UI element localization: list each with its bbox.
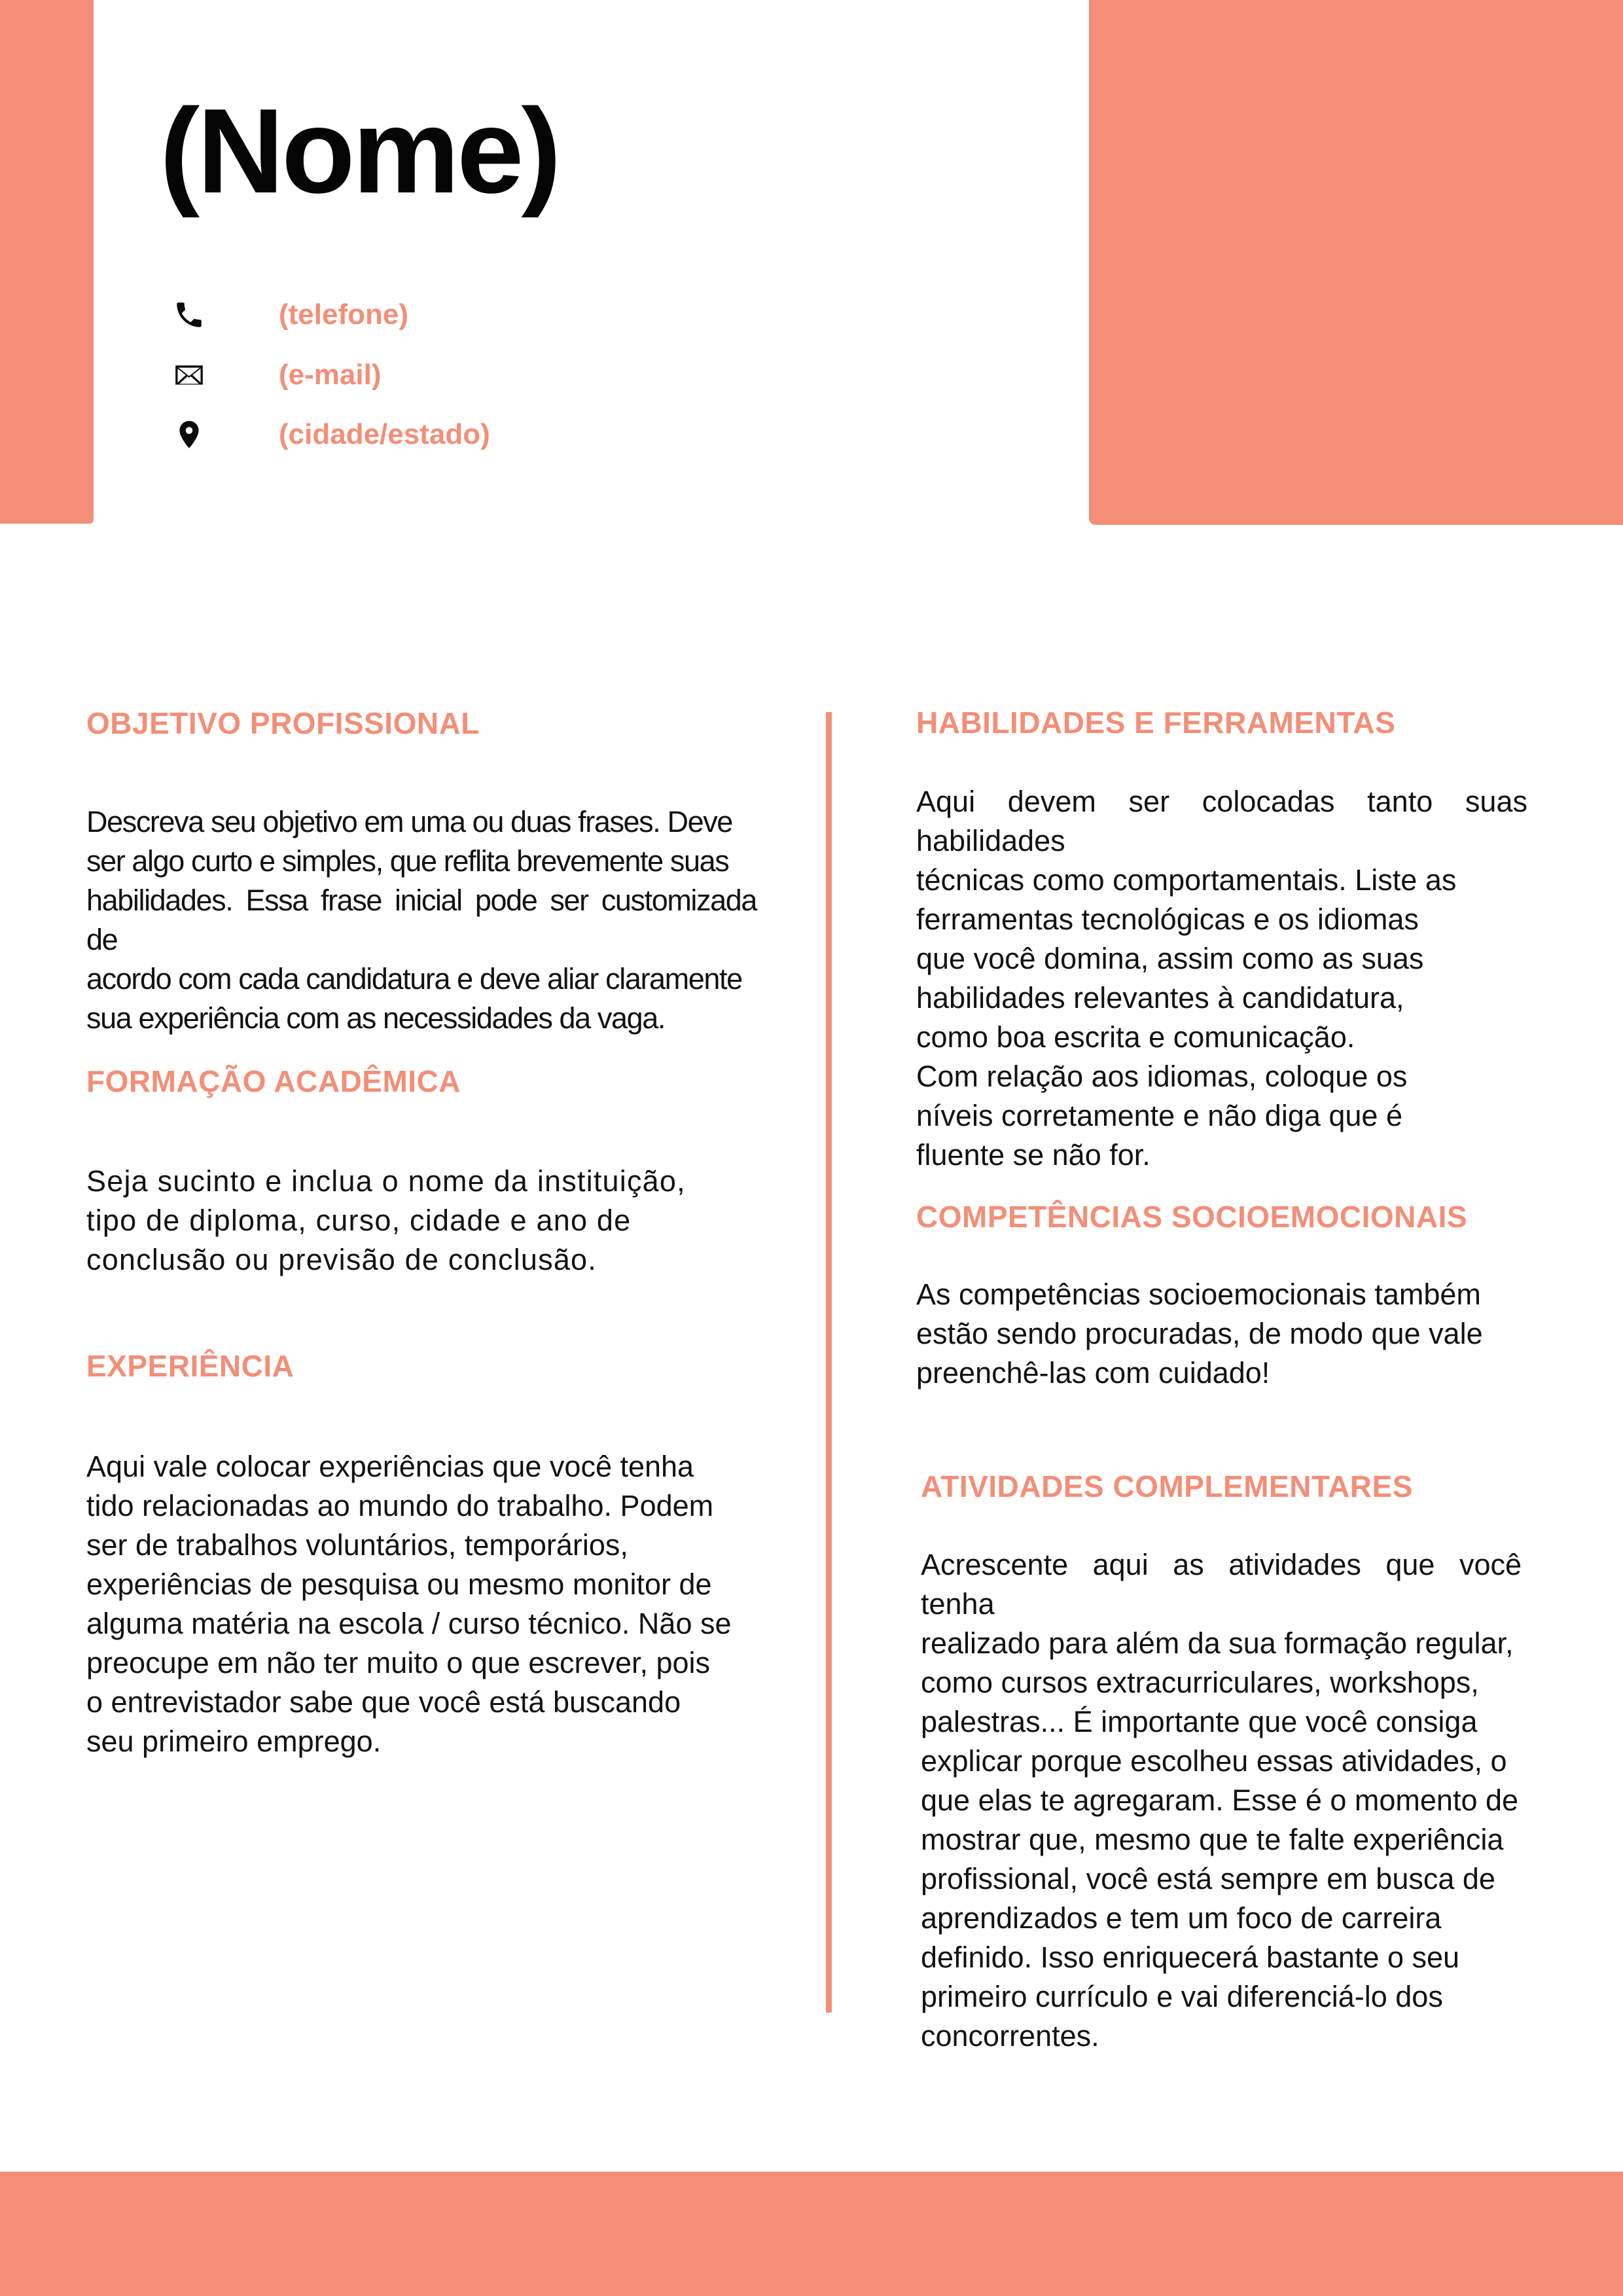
section-text-experiencia [86, 1447, 738, 1761]
text-line: mostrar que, mesmo que te falte experiência [921, 1823, 1504, 1856]
text-line: aprendizados e tem um foco de carreira [921, 1901, 1442, 1935]
map-pin-icon [171, 417, 207, 452]
text-line: Com relação aos idiomas, coloque os [916, 1060, 1408, 1093]
text-line: acordo com cada candidatura e deve aliar claramente [86, 962, 742, 996]
city-text: (cidade/estado) [279, 418, 490, 450]
candidate-name: (Nome) [160, 83, 559, 218]
text-line: primeiro currículo e vai diferenciá-lo dos [921, 1980, 1443, 2013]
text-line: palestras... É importante que você consiga [921, 1705, 1478, 1738]
text-line: conclusão ou previsão de conclusão. [86, 1243, 597, 1276]
section-title-objetivo: OBJETIVO PROFISSIONAL [86, 706, 480, 740]
section-text-habilidades [916, 782, 1527, 1175]
text-line: que você domina, assim como as suas [916, 942, 1424, 975]
text-line: Aqui vale colocar experiências que você tenha [86, 1450, 694, 1483]
section-title-experiencia: EXPERIÊNCIA [86, 1349, 294, 1383]
section-text-formacao [86, 1162, 757, 1280]
text-line: habilidades relevantes à candidatura, [916, 981, 1404, 1014]
text-line: ser algo curto e simples, que reflita brevemente suas [86, 844, 729, 878]
contact-city [171, 415, 490, 454]
text-line: preocupe em não ter muito o que escrever, pois [86, 1646, 711, 1679]
text-line: concorrentes. [921, 2019, 1099, 2053]
text-line: fluente se não for. [916, 1138, 1150, 1172]
photo-placeholder [1089, 0, 1623, 525]
phone-icon [171, 297, 207, 332]
text-line: explicar porque escolheu essas atividades, o [921, 1744, 1507, 1778]
text-line: alguma matéria na escola / curso técnico. Não se [86, 1607, 732, 1640]
section-title-atividades: ATIVIDADES COMPLEMENTARES [921, 1469, 1413, 1503]
email-text: (e-mail) [279, 359, 382, 391]
text-line: seu primeiro emprego. [86, 1725, 382, 1758]
text-line: Aqui devem ser colocadas tanto suas habilidades [916, 785, 1527, 857]
text-line: definido. Isso enriquecerá bastante o seu [921, 1941, 1460, 1974]
text-line: ferramentas tecnológicas e os idiomas [916, 903, 1419, 936]
text-line: realizado para além da sua formação regular, [921, 1626, 1514, 1660]
text-line: preenchê-las com cuidado! [916, 1356, 1270, 1390]
section-title-habilidades: HABILIDADES E FERRAMENTAS [916, 706, 1396, 740]
left-accent-bar [0, 0, 94, 524]
text-line: experiências de pesquisa ou mesmo monitor de [86, 1568, 712, 1601]
text-line: como boa escrita e comunicação. [916, 1020, 1355, 1054]
text-line: habilidades. Essa frase inicial pode ser customizada de [86, 884, 757, 956]
text-line: As competências socioemocionais também [916, 1278, 1481, 1311]
text-line: como cursos extracurriculares, workshops, [921, 1666, 1479, 1699]
section-title-formacao: FORMAÇÃO ACADÊMICA [86, 1064, 461, 1098]
text-line: Acrescente aqui as atividades que você tenha [921, 1548, 1522, 1621]
text-line: estão sendo procuradas, de modo que vale [916, 1317, 1483, 1350]
text-line: níveis corretamente e não diga que é [916, 1099, 1402, 1132]
phone-text: (telefone) [279, 298, 408, 331]
text-line: o entrevistador sabe que você está buscando [86, 1685, 681, 1719]
section-title-competencias: COMPETÊNCIAS SOCIOEMOCIONAIS [916, 1200, 1468, 1234]
envelope-icon [171, 357, 207, 393]
section-text-objetivo [86, 802, 757, 1038]
column-divider [826, 712, 832, 2013]
text-line: sua experiência com as necessidades da vaga. [86, 1001, 665, 1035]
text-line: que elas te agregaram. Esse é o momento de [921, 1784, 1519, 1817]
contact-email [171, 355, 381, 395]
text-line: técnicas como comportamentais. Liste as [916, 863, 1457, 897]
contact-phone [171, 295, 408, 334]
text-line: tido relacionadas ao mundo do trabalho. Podem [86, 1489, 714, 1522]
section-text-competencias [916, 1275, 1527, 1393]
text-line: Seja sucinto e inclua o nome da instituição, [86, 1164, 686, 1198]
text-line: profissional, você está sempre em busca de [921, 1862, 1495, 1895]
text-line: tipo de diploma, curso, cidade e ano de [86, 1204, 632, 1237]
footer-band [0, 2172, 1623, 2296]
section-text-atividades [921, 1545, 1522, 2056]
text-line: ser de trabalhos voluntários, temporários, [86, 1528, 628, 1562]
text-line: Descreva seu objetivo em uma ou duas frases. Deve [86, 805, 732, 838]
